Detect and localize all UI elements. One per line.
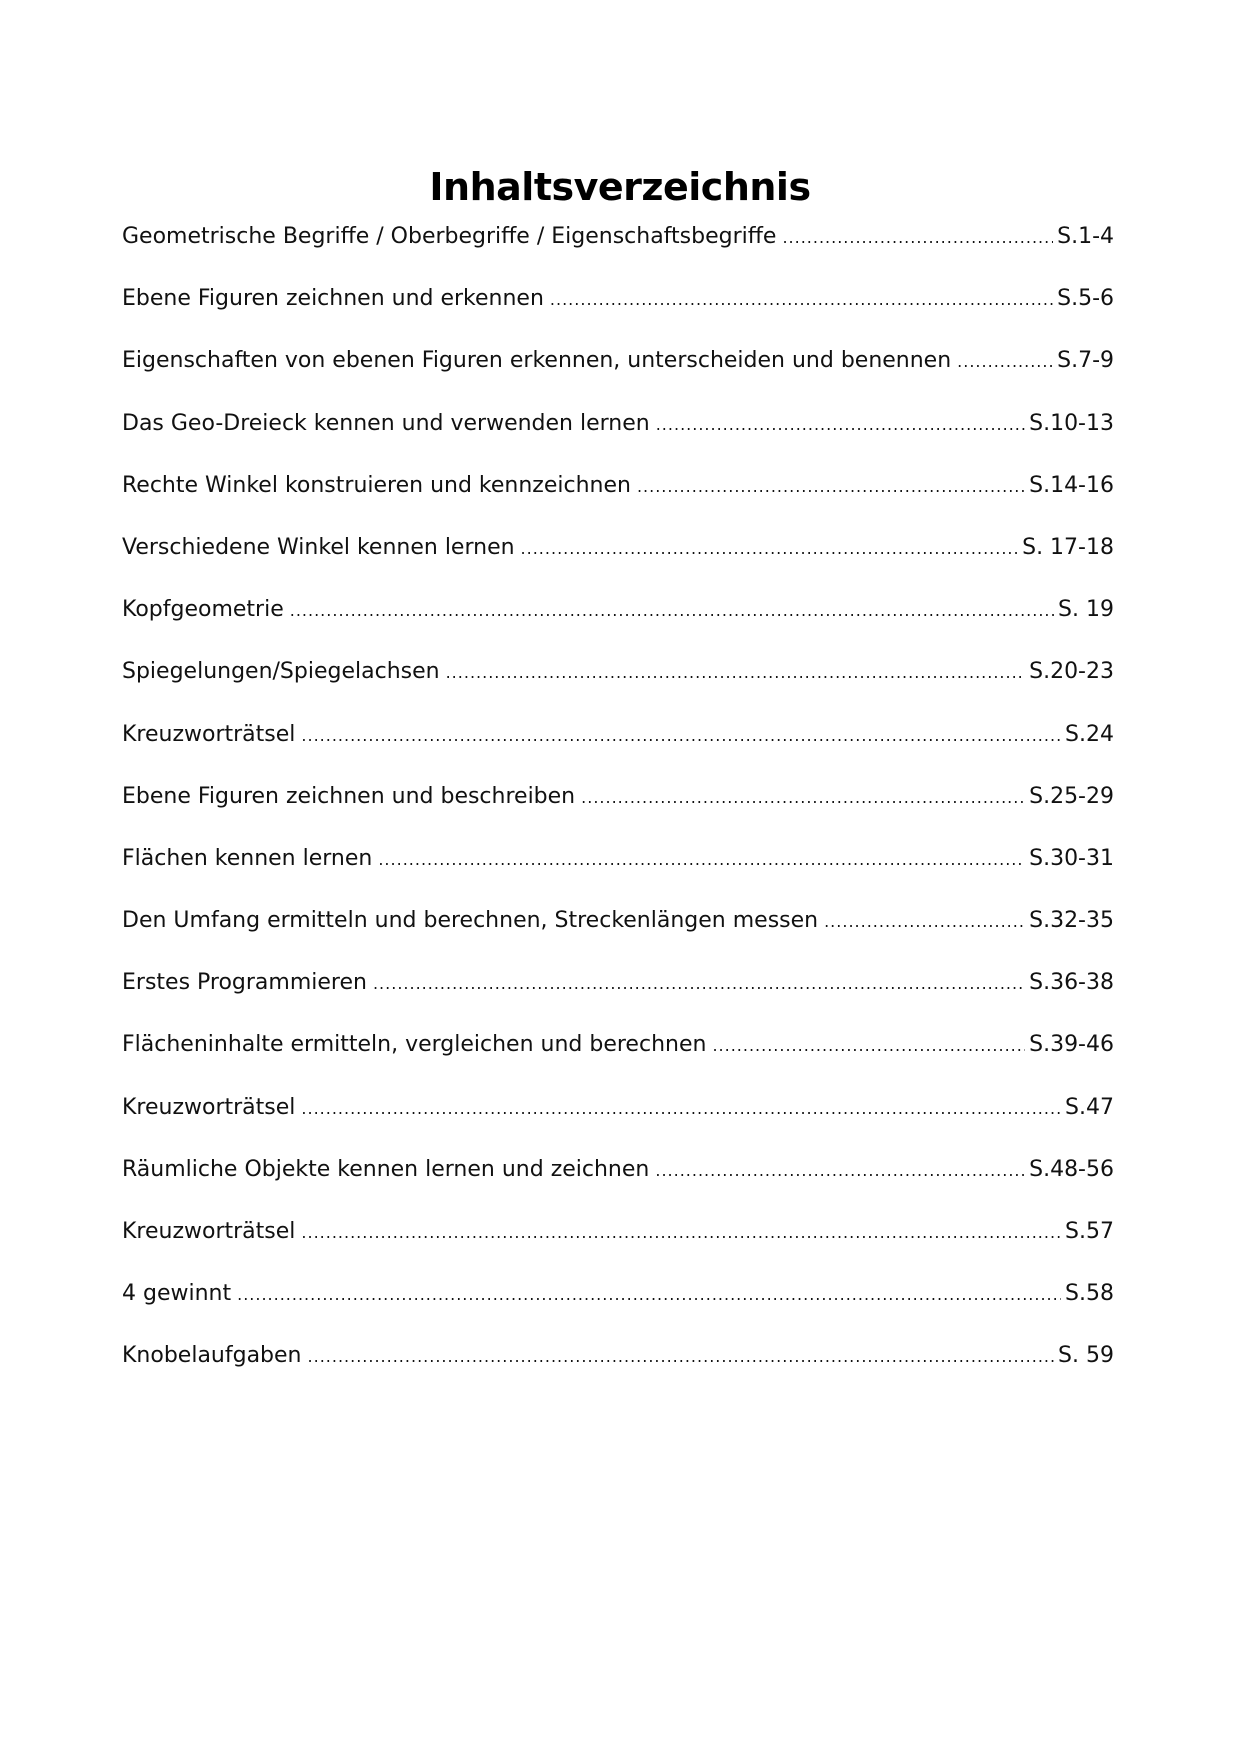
dot-leader: [290, 594, 1054, 628]
dot-leader: [581, 781, 1025, 815]
toc-entry: [122, 593, 1114, 655]
dot-leader: [782, 221, 1053, 255]
toc-entry-page: S.10-13: [1029, 410, 1114, 436]
toc-entry-page: S.47: [1065, 1094, 1114, 1120]
toc-entry-title: Kreuzworträtsel: [122, 721, 296, 747]
dot-leader: [301, 1092, 1061, 1126]
toc-entry-page: S.39-46: [1029, 1032, 1114, 1058]
table-of-contents: [122, 220, 1114, 1402]
toc-entry-page: S.36-38: [1029, 970, 1114, 996]
dot-leader: [637, 470, 1025, 504]
toc-entry-title: Erstes Programmieren: [122, 970, 367, 996]
toc-entry: [122, 780, 1114, 842]
toc-entry: [122, 655, 1114, 717]
toc-entry: [122, 718, 1114, 780]
dot-leader: [957, 345, 1053, 379]
toc-entry: [122, 469, 1114, 531]
toc-entry: [122, 1091, 1114, 1153]
toc-entry-page: S.32-35: [1029, 908, 1114, 934]
dot-leader: [301, 1216, 1061, 1250]
toc-entry: [122, 1028, 1114, 1090]
toc-entry-page: S.24: [1065, 721, 1114, 747]
toc-entry-title: Ebene Figuren zeichnen und beschreiben: [122, 783, 576, 809]
dot-leader: [237, 1278, 1061, 1312]
toc-entry-title: Das Geo-Dreieck kennen und verwenden lernen: [122, 410, 650, 436]
toc-entry: [122, 220, 1114, 282]
toc-entry: [122, 1215, 1114, 1277]
toc-entry-title: Räumliche Objekte kennen lernen und zeichnen: [122, 1156, 650, 1182]
dot-leader: [378, 843, 1025, 877]
dot-leader: [521, 532, 1019, 566]
toc-entry-page: S.25-29: [1029, 783, 1114, 809]
toc-entry-title: Den Umfang ermitteln und berechnen, Streckenlängen messen: [122, 908, 819, 934]
page-title: Inhaltsverzeichnis: [429, 165, 811, 210]
toc-entry-title: Geometrische Begriffe / Oberbegriffe / Eigenschaftsbegriffe: [122, 224, 777, 249]
dot-leader: [301, 719, 1061, 753]
dot-leader: [446, 656, 1026, 690]
toc-entry-title: 4 gewinnt: [122, 1281, 232, 1307]
dot-leader: [824, 905, 1025, 939]
toc-entry-title: Spiegelungen/Spiegelachsen: [122, 659, 440, 685]
toc-entry-title: Rechte Winkel konstruieren und kennzeichnen: [122, 472, 631, 498]
toc-entry-title: Knobelaufgaben: [122, 1343, 302, 1369]
toc-entry-page: S.48-56: [1029, 1156, 1114, 1182]
dot-leader: [373, 967, 1025, 1001]
toc-entry-page: S.1-4: [1057, 224, 1114, 249]
dot-leader: [655, 1154, 1025, 1188]
toc-entry: [122, 407, 1114, 469]
toc-entry-title: Ebene Figuren zeichnen und erkennen: [122, 286, 544, 312]
toc-entry: [122, 1153, 1114, 1215]
toc-entry: [122, 1339, 1114, 1401]
toc-entry-title: Kopfgeometrie: [122, 597, 284, 623]
toc-entry-title: Verschiedene Winkel kennen lernen: [122, 534, 515, 560]
toc-entry: [122, 904, 1114, 966]
toc-entry-page: S.57: [1065, 1219, 1114, 1244]
toc-entry-page: S.58: [1065, 1281, 1114, 1307]
dot-leader: [656, 408, 1025, 442]
toc-entry-page: S. 19: [1058, 597, 1114, 623]
toc-entry: [122, 531, 1114, 593]
toc-entry: [122, 842, 1114, 904]
toc-entry-page: S.14-16: [1029, 472, 1114, 498]
toc-entry-title: Flächen kennen lernen: [122, 845, 373, 871]
toc-entry: [122, 1277, 1114, 1339]
dot-leader: [550, 283, 1053, 317]
toc-entry-page: S.20-23: [1029, 659, 1114, 685]
toc-entry-title: Flächeninhalte ermitteln, vergleichen und berechnen: [122, 1032, 707, 1058]
dot-leader: [308, 1340, 1055, 1374]
toc-entry-title: Kreuzworträtsel: [122, 1094, 296, 1120]
toc-entry-page: S. 59: [1058, 1343, 1114, 1369]
toc-entry: [122, 282, 1114, 344]
dot-leader: [712, 1029, 1025, 1063]
toc-entry-page: S.5-6: [1057, 286, 1114, 312]
toc-entry: [122, 966, 1114, 1028]
toc-entry-title: Kreuzworträtsel: [122, 1219, 296, 1244]
toc-entry-page: S.30-31: [1029, 845, 1114, 871]
toc-entry-title: Eigenschaften von ebenen Figuren erkennen, unterscheiden und benennen: [122, 348, 952, 374]
toc-entry-page: S. 17-18: [1022, 534, 1114, 560]
toc-entry-page: S.7-9: [1057, 348, 1114, 374]
toc-entry: [122, 344, 1114, 406]
